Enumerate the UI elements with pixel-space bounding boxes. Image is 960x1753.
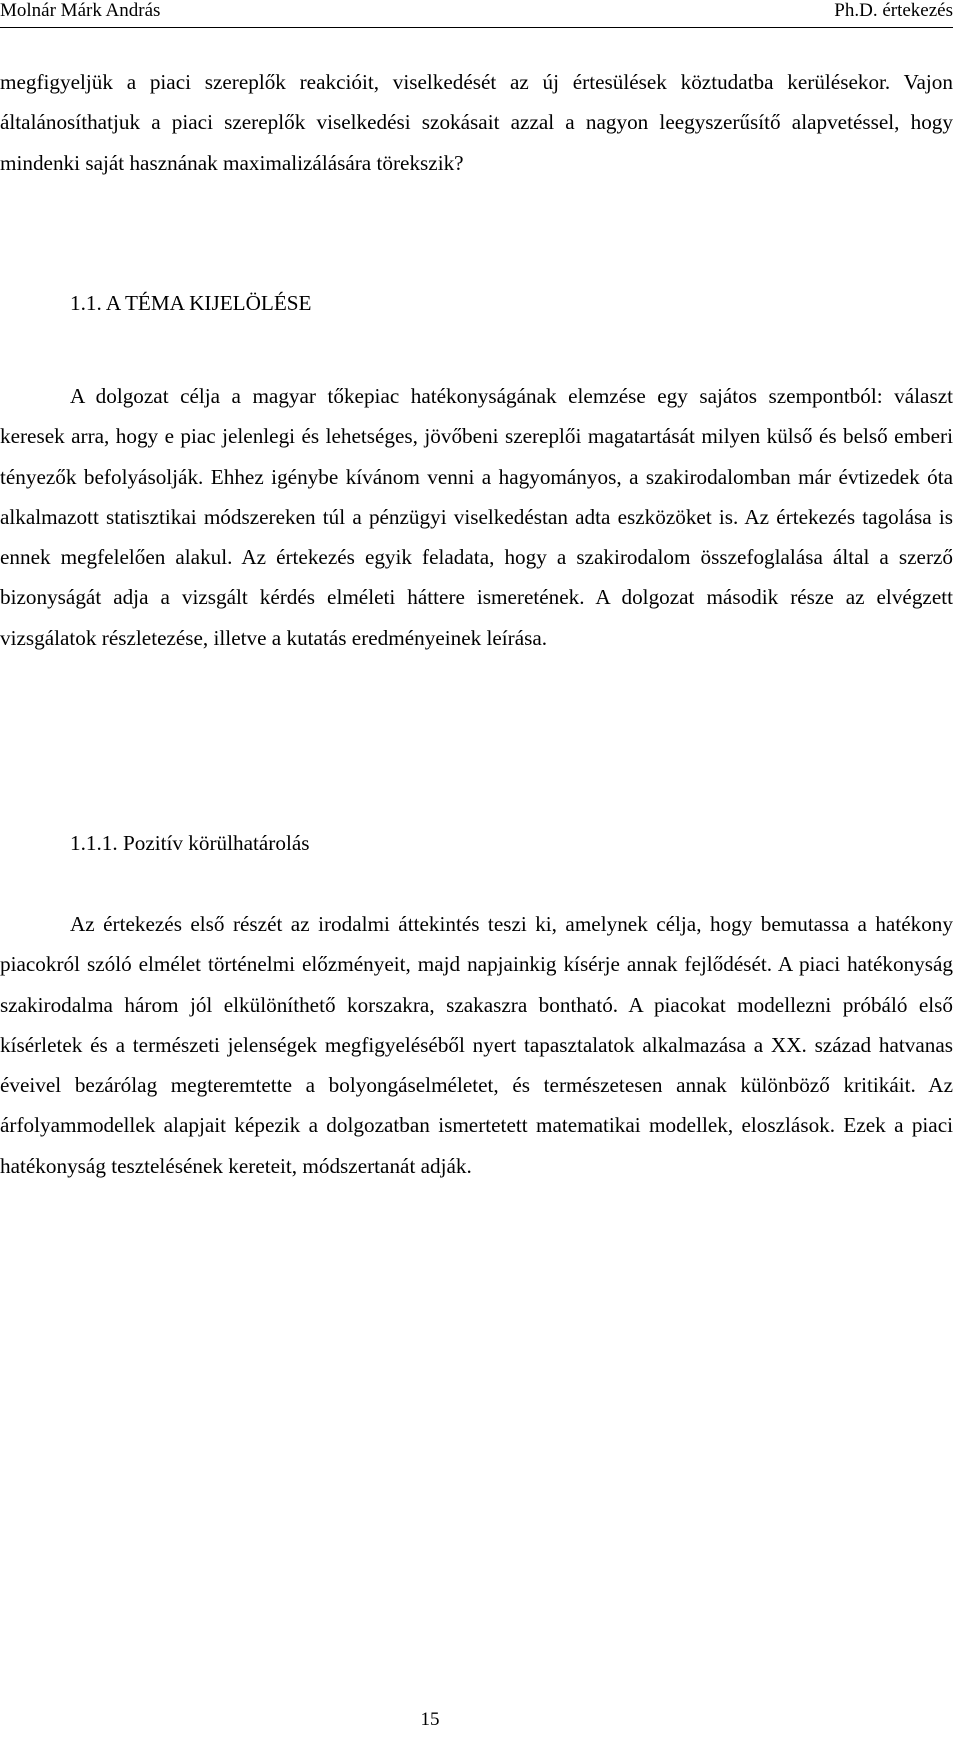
header-doc-type: Ph.D. értekezés: [834, 0, 953, 21]
section-1-1-paragraph: A dolgozat célja a magyar tőkepiac hatékonyságának elemzése egy sajátos szempontból: választ keresek arra, hogy e piac jelenlegi és lehetséges, jövőbeni szereplői magatartását milyen külső és belső emberi tényezők befolyásolják. Ehhez igénybe kívánom venni a hagyományos, a szakirodalomban már évtizedek óta alkalmazott statisztikai módszereken túl a pénzügyi viselkedéstan adta eszközöket is. Az értekezés tagolása is ennek megfelelően alakul. Az értekezés egyik feladata, hogy a szakirodalom összefoglalása által a szerző bizonyságát adja a vizsgált kérdés elméleti háttere ismeretének. A dolgozat második része az elvégzett vizsgálatok részletezése, illetve a kutatás eredményeinek leírása.: [0, 384, 953, 650]
page-number: 15: [420, 1709, 440, 1730]
header-author: Molnár Márk András: [0, 0, 161, 21]
page-header: [0, 0, 953, 28]
intro-paragraph: megfigyeljük a piaci szereplők reakcióit, viselkedését az új értesülések köztudatba kerülésekor. Vajon általánosíthatjuk a piaci szereplők viselkedési szokásait azzal a nagyon leegyszerűsítő alapvetéssel, hogy mindenki saját hasznának maximalizálására törekszik?: [0, 70, 953, 175]
section-heading-1-1-1: 1.1.1. Pozitív körülhatárolás: [70, 831, 310, 855]
section-heading-1-1: 1.1. A TÉMA KIJELÖLÉSE: [70, 291, 312, 315]
section-1-1-1-paragraph: Az értekezés első részét az irodalmi áttekintés teszi ki, amelynek célja, hogy bemutassa a hatékony piacokról szóló elmélet történelmi előzményeit, majd napjainkig kísérje annak fejlődését. A piaci hatékonyság szakirodalma három jól elkülöníthető korszakra, szakaszra bontható. A piacokat modellezni próbáló első kísérletek és a természeti jelenségek megfigyeléséből nyert tapasztalatok alkalmazása a XX. század hatvanas éveivel bezárólag megteremtette a bolyongáselméletet, és természetesen annak különböző kritikáit. Az árfolyammodellek alapjait képezik a dolgozatban ismertetett matematikai modellek, eloszlások. Ezek a piaci hatékonyság tesztelésének kereteit, módszertanát adják.: [0, 912, 953, 1178]
